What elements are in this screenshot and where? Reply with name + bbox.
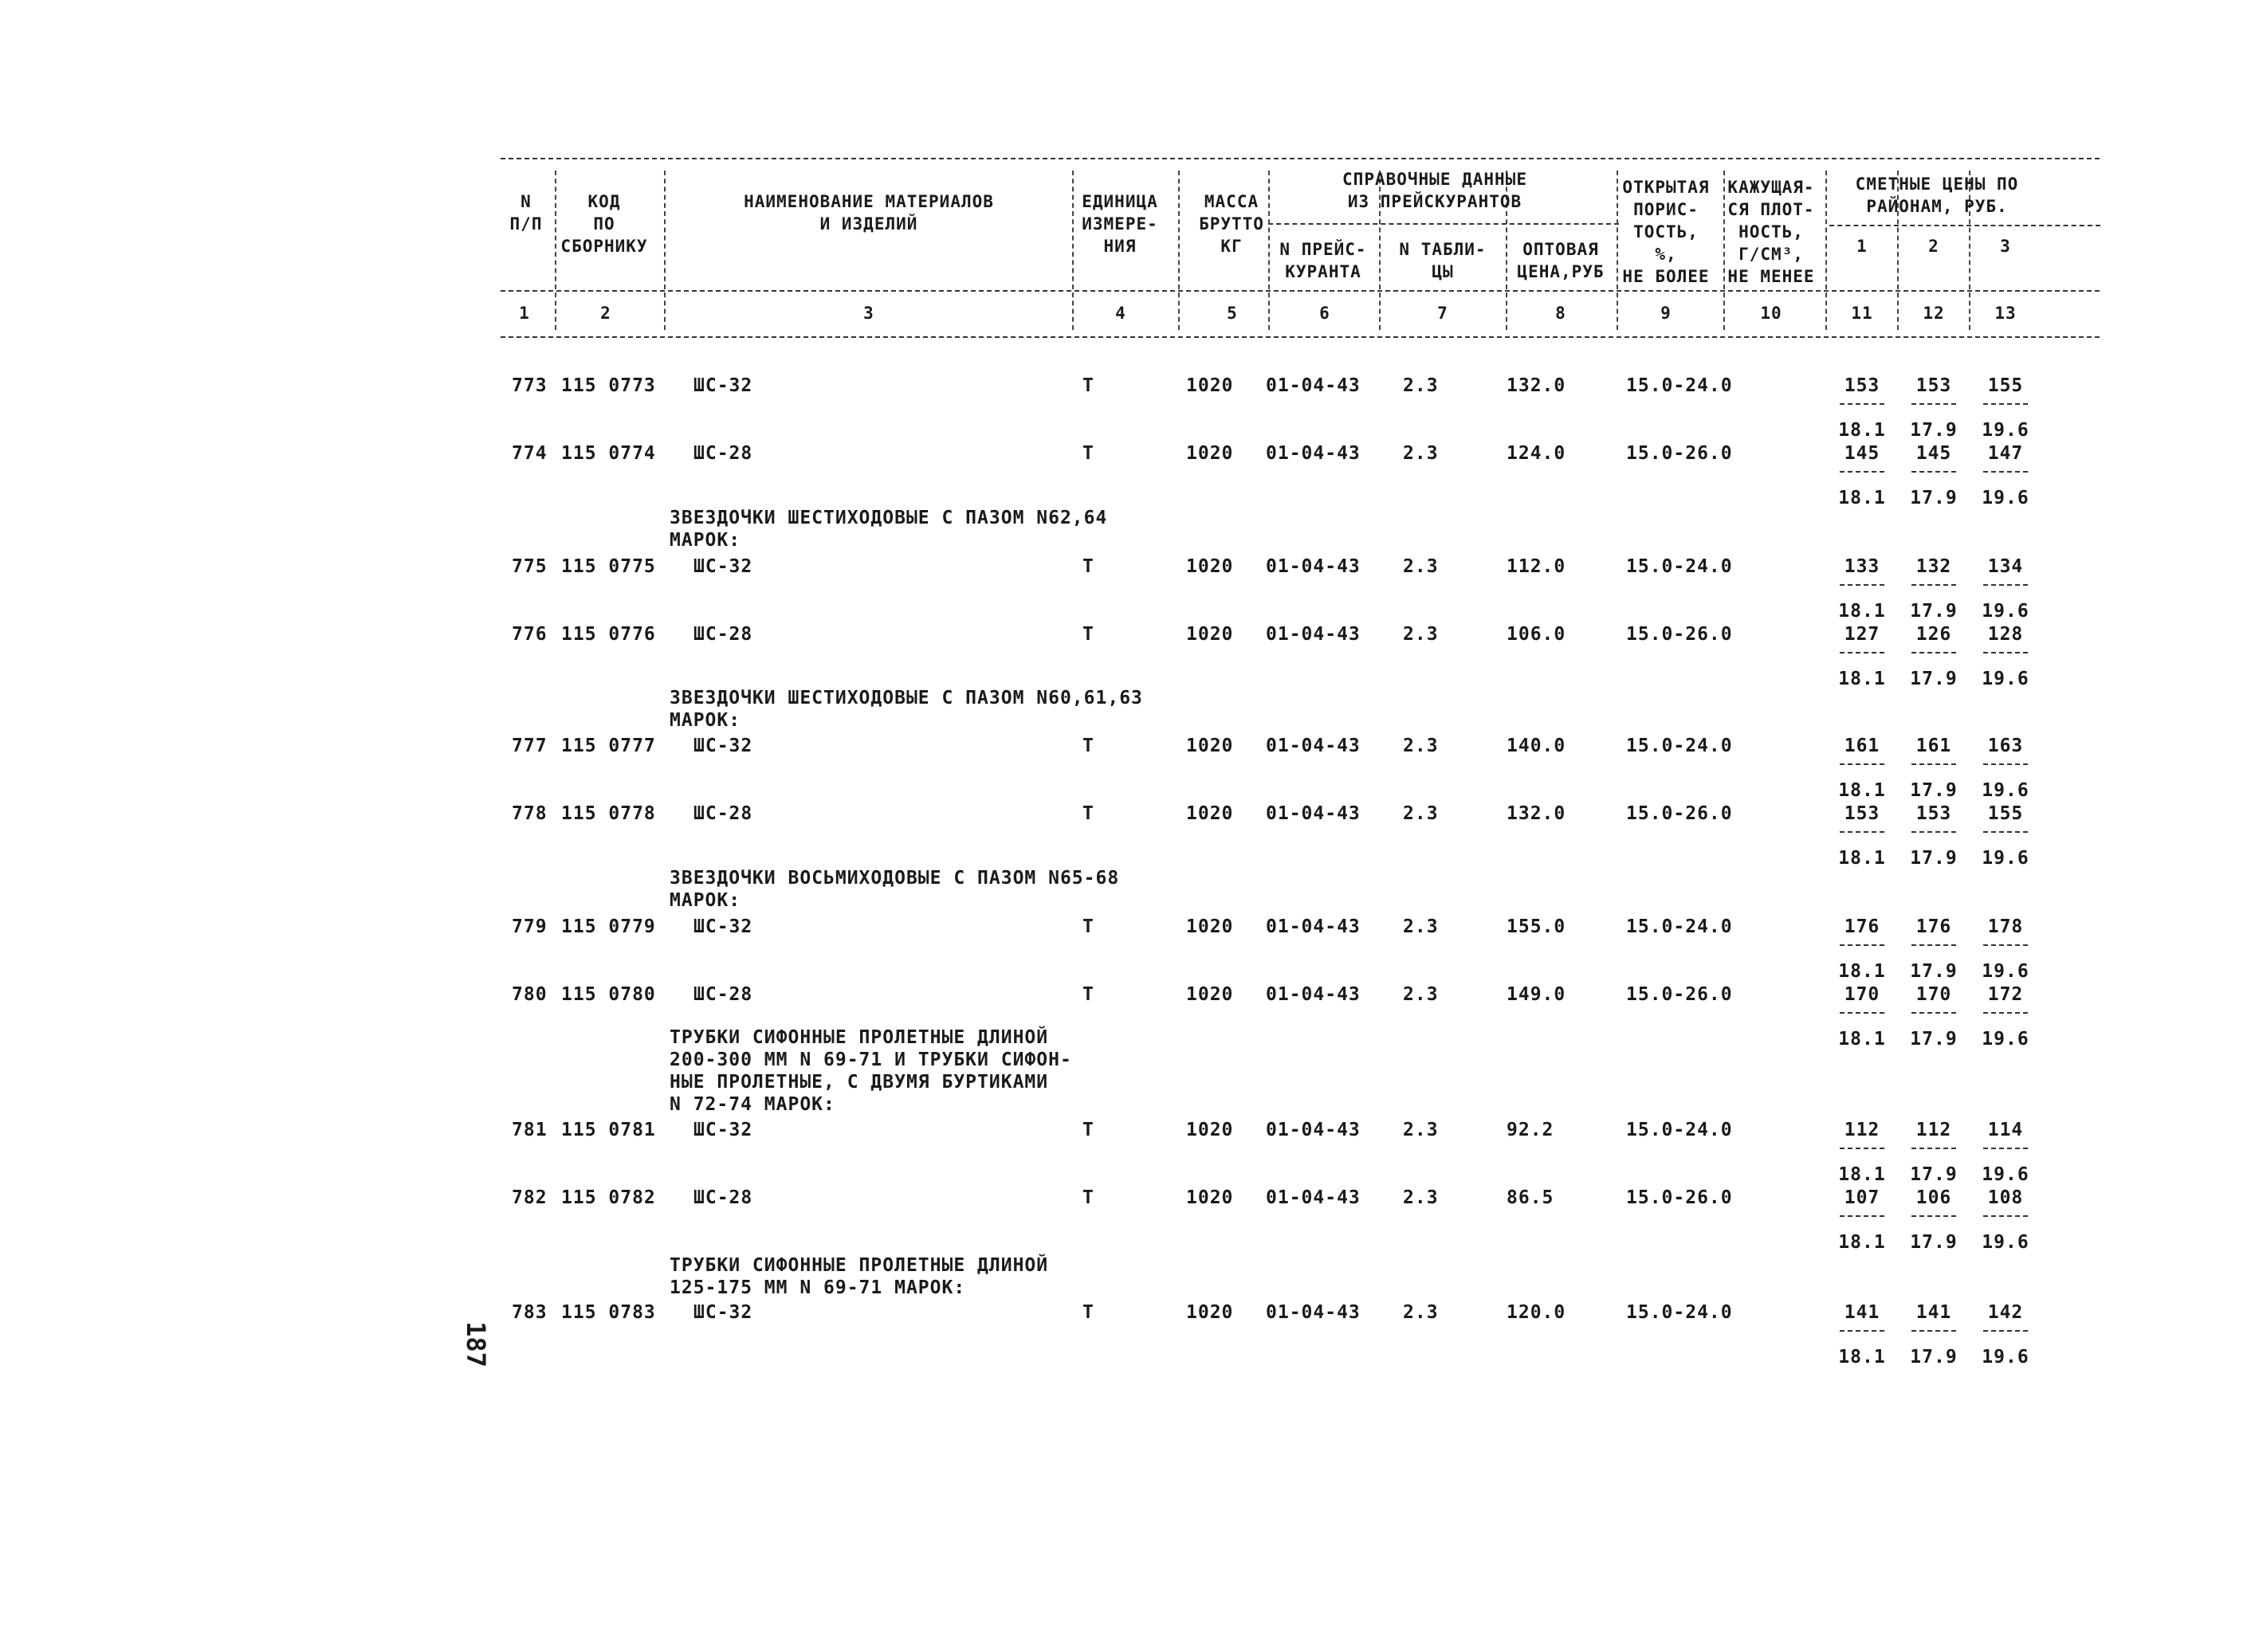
row-region-price: 153: [1844, 375, 1880, 396]
row-region-coef: 18.1: [1838, 1347, 1886, 1368]
header-column-divider: [555, 171, 556, 330]
row-region-price: 155: [1987, 803, 2024, 824]
row-region-price: 126: [1915, 624, 1952, 645]
price-fraction-line: [1983, 1215, 2028, 1217]
section-heading-line: ЗВЕЗДОЧКИ ВОСЬМИХОДОВЫЕ С ПАЗОМ N65-68: [670, 868, 1120, 889]
row-region-coef: 18.1: [1838, 1232, 1886, 1253]
row-unit: Т: [1082, 1187, 1094, 1208]
row-table: 2.3: [1403, 375, 1439, 396]
row-region-coef: 18.1: [1838, 601, 1886, 622]
column-number: 9: [1660, 304, 1672, 323]
row-mass: 1020: [1186, 736, 1234, 756]
row-price-list: 01-04-43: [1266, 803, 1361, 824]
section-heading-line: ЗВЕЗДОЧКИ ШЕСТИХОДОВЫЕ С ПАЗОМ N62,64: [670, 508, 1108, 528]
row-number: 775: [512, 556, 548, 577]
row-region-price: 127: [1844, 624, 1880, 645]
column-header-line: ЦЫ: [1432, 262, 1454, 281]
row-number: 773: [512, 375, 548, 396]
column-header-line: ИЗМЕРЕ-: [1082, 214, 1158, 233]
column-header-line: СБОРНИКУ: [560, 237, 648, 256]
row-number: 776: [512, 624, 548, 645]
row-region-price: 141: [1915, 1302, 1952, 1323]
row-number: 782: [512, 1187, 548, 1208]
row-region-price: 170: [1915, 984, 1952, 1005]
section-heading-line: 200-300 ММ N 69-71 И ТРУБКИ СИФОН-: [670, 1050, 1072, 1070]
column-header-line: N: [521, 192, 532, 211]
row-wholesale-price: 124.0: [1507, 443, 1566, 464]
column-header-line: НОСТЬ,: [1738, 222, 1804, 241]
price-fraction-line: [1840, 1330, 1884, 1332]
column-header-line: НАИМЕНОВАНИЕ МАТЕРИАЛОВ: [744, 192, 994, 211]
row-mass: 1020: [1186, 1302, 1234, 1323]
column-header-line: ЕДИНИЦА: [1082, 192, 1158, 211]
row-region-price: 178: [1987, 916, 2024, 937]
section-heading-line: N 72-74 МАРОК:: [670, 1094, 835, 1115]
row-region-price: 106: [1915, 1187, 1952, 1208]
price-fraction-line: [1840, 403, 1884, 405]
row-region-price: 147: [1987, 443, 2024, 464]
row-table: 2.3: [1403, 1302, 1439, 1323]
row-region-coef: 19.6: [1982, 488, 2029, 508]
row-number: 780: [512, 984, 548, 1005]
group-reference-header: СПРАВОЧНЫЕ ДАННЫЕ: [1342, 170, 1527, 189]
row-region-price: 107: [1844, 1187, 1880, 1208]
row-region-coef: 18.1: [1838, 1029, 1886, 1050]
row-mass: 1020: [1186, 624, 1234, 645]
column-number: 3: [863, 304, 874, 323]
group-reference-header: ИЗ ПРЕЙСКУРАНТОВ: [1347, 192, 1522, 211]
column-header-line: СЯ ПЛОТ-: [1727, 200, 1815, 219]
row-table: 2.3: [1403, 1187, 1439, 1208]
column-number: 5: [1227, 304, 1238, 323]
row-table: 2.3: [1403, 1120, 1439, 1140]
column-header-line: Г/СМ³,: [1738, 245, 1804, 264]
row-unit: Т: [1082, 984, 1094, 1005]
header-bottom-rule: [501, 336, 2100, 338]
price-fraction-line: [1911, 1012, 1956, 1014]
price-fraction-line: [1840, 944, 1884, 946]
section-heading-line: ЗВЕЗДОЧКИ ШЕСТИХОДОВЫЕ С ПАЗОМ N60,61,63: [670, 688, 1143, 708]
row-region-coef: 19.6: [1982, 601, 2029, 622]
row-name: ШС-28: [693, 443, 753, 464]
row-porosity: 15.0-24.0: [1626, 1302, 1733, 1323]
price-fraction-line: [1911, 403, 1956, 405]
row-wholesale-price: 155.0: [1507, 916, 1566, 937]
row-number: 774: [512, 443, 548, 464]
row-region-coef: 18.1: [1838, 669, 1886, 689]
row-region-coef: 19.6: [1982, 1164, 2029, 1185]
column-number: 12: [1923, 304, 1945, 323]
price-fraction-line: [1840, 1148, 1884, 1149]
row-name: ШС-32: [693, 375, 753, 396]
row-region-price: 108: [1987, 1187, 2024, 1208]
row-region-price: 141: [1844, 1302, 1880, 1323]
section-heading-line: ТРУБКИ СИФОННЫЕ ПРОЛЕТНЫЕ ДЛИНОЙ: [670, 1255, 1049, 1276]
row-price-list: 01-04-43: [1266, 624, 1361, 645]
price-fraction-line: [1983, 584, 2028, 586]
row-mass: 1020: [1186, 984, 1234, 1005]
row-wholesale-price: 92.2: [1507, 1120, 1554, 1140]
row-mass: 1020: [1186, 443, 1234, 464]
header-column-divider: [1897, 171, 1899, 330]
price-fraction-line: [1983, 1330, 2028, 1332]
column-header-line: КОД: [587, 192, 621, 211]
row-code: 115 0774: [561, 443, 656, 464]
region-number: 1: [1856, 237, 1868, 256]
column-header-line: ТОСТЬ,: [1633, 222, 1699, 241]
row-code: 115 0777: [561, 736, 656, 756]
section-heading-line: НЫЕ ПРОЛЕТНЫЕ, С ДВУМЯ БУРТИКАМИ: [670, 1072, 1049, 1093]
row-code: 115 0775: [561, 556, 656, 577]
row-region-coef: 17.9: [1910, 669, 1958, 689]
row-table: 2.3: [1403, 916, 1439, 937]
column-header-line: %,: [1655, 245, 1677, 264]
row-region-coef: 19.6: [1982, 1347, 2029, 1368]
row-name: ШС-32: [693, 556, 753, 577]
price-fraction-line: [1911, 1330, 1956, 1332]
price-fraction-line: [1840, 652, 1884, 653]
column-number: 11: [1851, 304, 1873, 323]
row-region-coef: 17.9: [1910, 848, 1958, 869]
price-fraction-line: [1983, 763, 2028, 765]
row-unit: Т: [1082, 803, 1094, 824]
price-fraction-line: [1840, 471, 1884, 473]
column-header-line: ОТКРЫТАЯ: [1622, 178, 1710, 197]
row-name: ШС-28: [693, 624, 753, 645]
row-wholesale-price: 149.0: [1507, 984, 1566, 1005]
price-fraction-line: [1840, 763, 1884, 765]
price-fraction-line: [1911, 652, 1956, 653]
price-fraction-line: [1911, 831, 1956, 833]
row-porosity: 15.0-26.0: [1626, 624, 1733, 645]
row-unit: Т: [1082, 736, 1094, 756]
row-region-price: 153: [1915, 375, 1952, 396]
column-header-line: ПОРИС-: [1633, 200, 1699, 219]
row-wholesale-price: 132.0: [1507, 375, 1566, 396]
header-mid-rule: [501, 290, 2100, 292]
row-price-list: 01-04-43: [1266, 916, 1361, 937]
column-header-line: БРУТТО: [1199, 214, 1264, 233]
row-porosity: 15.0-24.0: [1626, 736, 1733, 756]
row-region-coef: 17.9: [1910, 420, 1958, 441]
column-header-line: КГ: [1220, 237, 1243, 256]
row-code: 115 0780: [561, 984, 656, 1005]
row-unit: Т: [1082, 443, 1094, 464]
row-region-coef: 17.9: [1910, 1347, 1958, 1368]
row-mass: 1020: [1186, 1187, 1234, 1208]
row-region-price: 133: [1844, 556, 1880, 577]
row-region-price: 172: [1987, 984, 2024, 1005]
price-fraction-line: [1840, 1012, 1884, 1014]
row-code: 115 0781: [561, 1120, 656, 1140]
row-porosity: 15.0-26.0: [1626, 803, 1733, 824]
row-unit: Т: [1082, 624, 1094, 645]
row-code: 115 0782: [561, 1187, 656, 1208]
row-number: 778: [512, 803, 548, 824]
row-porosity: 15.0-26.0: [1626, 984, 1733, 1005]
row-wholesale-price: 86.5: [1507, 1187, 1554, 1208]
column-header-line: НЕ БОЛЕЕ: [1622, 267, 1710, 286]
price-fraction-line: [1983, 403, 2028, 405]
row-price-list: 01-04-43: [1266, 736, 1361, 756]
column-header-line: N ТАБЛИ-: [1399, 240, 1487, 259]
group-reference-rule: [1268, 223, 1619, 225]
row-region-price: 142: [1987, 1302, 2024, 1323]
column-header-line: НЕ МЕНЕЕ: [1727, 267, 1815, 286]
row-number: 777: [512, 736, 548, 756]
row-name: ШС-32: [693, 736, 753, 756]
row-region-price: 112: [1915, 1120, 1952, 1140]
row-name: ШС-28: [693, 803, 753, 824]
row-table: 2.3: [1403, 443, 1439, 464]
row-name: ШС-28: [693, 984, 753, 1005]
header-column-divider: [1268, 171, 1270, 330]
row-price-list: 01-04-43: [1266, 1187, 1361, 1208]
row-unit: Т: [1082, 556, 1094, 577]
header-top-rule: [501, 158, 2100, 159]
column-number: 8: [1555, 304, 1566, 323]
row-region-coef: 17.9: [1910, 780, 1958, 801]
row-name: ШС-32: [693, 1302, 753, 1323]
row-name: ШС-28: [693, 1187, 753, 1208]
price-fraction-line: [1911, 584, 1956, 586]
row-porosity: 15.0-24.0: [1626, 375, 1733, 396]
row-number: 779: [512, 916, 548, 937]
row-porosity: 15.0-24.0: [1626, 916, 1733, 937]
column-number: 10: [1760, 304, 1782, 323]
row-price-list: 01-04-43: [1266, 1120, 1361, 1140]
column-header-line: ЦЕНА,РУБ: [1517, 262, 1605, 281]
row-porosity: 15.0-24.0: [1626, 556, 1733, 577]
row-number: 783: [512, 1302, 548, 1323]
header-column-divider: [1723, 171, 1725, 330]
price-fraction-line: [1983, 831, 2028, 833]
column-header-line: МАССА: [1204, 192, 1259, 211]
section-heading-line: 125-175 ММ N 69-71 МАРОК:: [670, 1277, 966, 1298]
header-column-divider: [1072, 171, 1074, 330]
row-name: ШС-32: [693, 1120, 753, 1140]
row-unit: Т: [1082, 1120, 1094, 1140]
row-code: 115 0783: [561, 1302, 656, 1323]
header-column-divider: [664, 171, 666, 330]
row-region-coef: 18.1: [1838, 1164, 1886, 1185]
row-unit: Т: [1082, 1302, 1094, 1323]
price-fraction-line: [1840, 584, 1884, 586]
row-mass: 1020: [1186, 556, 1234, 577]
row-region-coef: 17.9: [1910, 1232, 1958, 1253]
row-porosity: 15.0-26.0: [1626, 1187, 1733, 1208]
row-region-coef: 17.9: [1910, 488, 1958, 508]
row-table: 2.3: [1403, 984, 1439, 1005]
row-region-price: 153: [1915, 803, 1952, 824]
column-header-line: И ИЗДЕЛИЙ: [819, 214, 918, 233]
column-header-line: N ПРЕЙС-: [1279, 240, 1367, 259]
row-region-price: 145: [1844, 443, 1880, 464]
price-fraction-line: [1911, 1215, 1956, 1217]
row-wholesale-price: 112.0: [1507, 556, 1566, 577]
row-region-coef: 17.9: [1910, 961, 1958, 982]
row-table: 2.3: [1403, 624, 1439, 645]
row-region-price: 145: [1915, 443, 1952, 464]
price-fraction-line: [1983, 944, 2028, 946]
region-number: 2: [1928, 237, 1939, 256]
price-fraction-line: [1983, 1148, 2028, 1149]
row-region-coef: 18.1: [1838, 488, 1886, 508]
row-region-price: 114: [1987, 1120, 2024, 1140]
row-name: ШС-32: [693, 916, 753, 937]
row-price-list: 01-04-43: [1266, 375, 1361, 396]
section-heading-line: ТРУБКИ СИФОННЫЕ ПРОЛЕТНЫЕ ДЛИНОЙ: [670, 1027, 1049, 1048]
page-number: 187: [460, 1321, 491, 1368]
row-table: 2.3: [1403, 736, 1439, 756]
row-region-coef: 18.1: [1838, 848, 1886, 869]
row-mass: 1020: [1186, 803, 1234, 824]
row-region-coef: 19.6: [1982, 848, 2029, 869]
column-number: 2: [600, 304, 611, 323]
row-region-coef: 19.6: [1982, 1232, 2029, 1253]
row-region-price: 155: [1987, 375, 2024, 396]
row-wholesale-price: 120.0: [1507, 1302, 1566, 1323]
row-price-list: 01-04-43: [1266, 1302, 1361, 1323]
row-region-coef: 19.6: [1982, 1029, 2029, 1050]
section-heading-line: МАРОК:: [670, 890, 741, 911]
row-region-coef: 19.6: [1982, 420, 2029, 441]
region-number: 3: [2000, 237, 2011, 256]
row-region-price: 176: [1844, 916, 1880, 937]
price-fraction-line: [1911, 944, 1956, 946]
column-header-line: НИЯ: [1103, 237, 1137, 256]
row-region-coef: 18.1: [1838, 780, 1886, 801]
row-mass: 1020: [1186, 1120, 1234, 1140]
price-fraction-line: [1983, 471, 2028, 473]
header-column-divider: [1969, 171, 1970, 330]
price-fraction-line: [1983, 1012, 2028, 1014]
group-prices-rule: [1829, 225, 2100, 226]
row-price-list: 01-04-43: [1266, 443, 1361, 464]
column-number: 1: [519, 304, 530, 323]
row-region-price: 128: [1987, 624, 2024, 645]
row-region-price: 132: [1915, 556, 1952, 577]
row-code: 115 0776: [561, 624, 656, 645]
row-porosity: 15.0-26.0: [1626, 443, 1733, 464]
row-table: 2.3: [1403, 556, 1439, 577]
price-fraction-line: [1911, 763, 1956, 765]
column-header-line: КАЖУЩАЯ-: [1727, 178, 1815, 197]
column-number: 4: [1115, 304, 1126, 323]
header-column-divider: [1178, 171, 1180, 330]
price-fraction-line: [1840, 1215, 1884, 1217]
group-prices-header: СМЕТНЫЕ ЦЕНЫ ПО: [1855, 175, 2019, 194]
row-region-coef: 17.9: [1910, 1029, 1958, 1050]
row-region-coef: 19.6: [1982, 780, 2029, 801]
price-fraction-line: [1911, 471, 1956, 473]
header-column-divider: [1617, 171, 1618, 330]
row-region-price: 170: [1844, 984, 1880, 1005]
header-column-divider: [1825, 171, 1827, 330]
row-region-coef: 17.9: [1910, 601, 1958, 622]
row-table: 2.3: [1403, 803, 1439, 824]
row-mass: 1020: [1186, 916, 1234, 937]
row-region-price: 134: [1987, 556, 2024, 577]
section-heading-line: МАРОК:: [670, 710, 741, 731]
row-porosity: 15.0-24.0: [1626, 1120, 1733, 1140]
price-fraction-line: [1911, 1148, 1956, 1149]
row-region-coef: 18.1: [1838, 420, 1886, 441]
price-fraction-line: [1983, 652, 2028, 653]
row-wholesale-price: 140.0: [1507, 736, 1566, 756]
row-region-price: 112: [1844, 1120, 1880, 1140]
row-wholesale-price: 106.0: [1507, 624, 1566, 645]
row-region-price: 176: [1915, 916, 1952, 937]
row-region-coef: 18.1: [1838, 961, 1886, 982]
group-prices-header: РАЙОНАМ, РУБ.: [1866, 197, 2008, 216]
row-number: 781: [512, 1120, 548, 1140]
row-region-coef: 19.6: [1982, 669, 2029, 689]
row-region-price: 161: [1844, 736, 1880, 756]
row-unit: Т: [1082, 375, 1094, 396]
row-code: 115 0779: [561, 916, 656, 937]
row-price-list: 01-04-43: [1266, 984, 1361, 1005]
row-code: 115 0773: [561, 375, 656, 396]
column-header-line: П/П: [509, 214, 543, 233]
row-mass: 1020: [1186, 375, 1234, 396]
row-region-coef: 19.6: [1982, 961, 2029, 982]
section-heading-line: МАРОК:: [670, 530, 741, 551]
row-unit: Т: [1082, 916, 1094, 937]
row-region-price: 153: [1844, 803, 1880, 824]
column-number: 6: [1319, 304, 1330, 323]
row-region-price: 161: [1915, 736, 1952, 756]
column-number: 13: [1994, 304, 2017, 323]
column-header-line: КУРАНТА: [1285, 262, 1361, 281]
row-code: 115 0778: [561, 803, 656, 824]
row-price-list: 01-04-43: [1266, 556, 1361, 577]
row-region-coef: 17.9: [1910, 1164, 1958, 1185]
price-fraction-line: [1840, 831, 1884, 833]
column-number: 7: [1437, 304, 1448, 323]
column-header-line: ОПТОВАЯ: [1522, 240, 1599, 259]
row-region-price: 163: [1987, 736, 2024, 756]
column-header-line: ПО: [593, 214, 615, 233]
row-wholesale-price: 132.0: [1507, 803, 1566, 824]
